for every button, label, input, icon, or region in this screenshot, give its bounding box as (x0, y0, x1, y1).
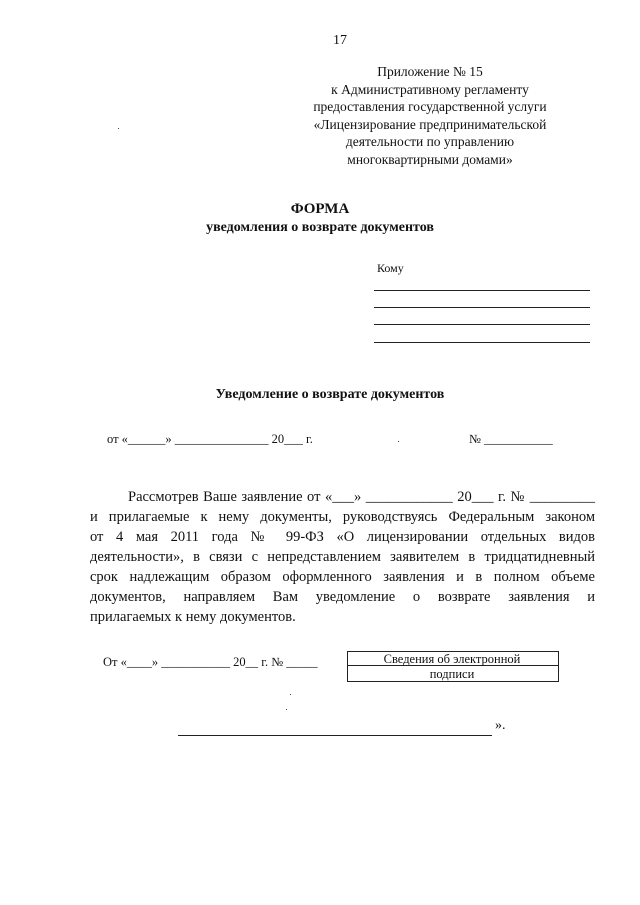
notice-number-line: № ___________ (469, 432, 553, 446)
scan-speck (118, 128, 119, 129)
appendix-line: «Лицензирование предпринимательской (313, 116, 547, 132)
e-signature-label-2: подписи (429, 667, 475, 681)
body-line: от 4 мая 2011 года № 99-ФЗ «О лицензировании отдельных видов (90, 529, 595, 545)
appendix-line: предоставления государственной услуги (313, 99, 547, 114)
notice-body (90, 487, 595, 627)
scan-speck (286, 709, 287, 710)
body-line: и прилагаемые к нему документы, руководствуясь Федеральным законом (90, 509, 595, 525)
notice-date-line: от «______» _______________ 20___ г. (107, 432, 313, 446)
appendix-line: к Административному регламенту (331, 81, 529, 97)
scan-speck (290, 694, 291, 695)
appendix-line: Приложение № 15 (377, 64, 483, 79)
appendix-header (295, 63, 565, 168)
e-signature-label: Сведения об электронной (383, 652, 521, 666)
body-line: срок надлежащим образом оформленного заявления и в полном объеме (90, 569, 595, 585)
notice-heading: Уведомление о возврате документов (215, 387, 445, 402)
form-title: ФОРМА (290, 201, 350, 217)
form-subtitle: уведомления о возврате документов (206, 220, 434, 235)
closing-line (178, 735, 492, 736)
scan-speck (398, 441, 399, 442)
recipient-line (374, 290, 590, 291)
recipient-line (374, 324, 590, 325)
recipient-label: Кому (377, 261, 404, 275)
page-number: 17 (333, 33, 347, 48)
recipient-line (374, 342, 590, 343)
signature-date-line: От «____» ___________ 20__ г. № _____ (103, 655, 318, 669)
body-line: деятельности», в связи с непредставлением заявителем в тридцатидневный (90, 549, 595, 565)
appendix-line: деятельности по управлению (345, 134, 515, 149)
body-line: Рассмотрев Ваше заявление от «___» ____________ 20___ г. № _________ (128, 489, 595, 505)
body-line: документов, направляем Вам уведомление о возврате заявления и (90, 589, 595, 605)
body-line: прилагаемых к нему документов. (90, 609, 296, 625)
appendix-line: многоквартирными домами» (347, 151, 513, 167)
closing-quote: ». (495, 718, 506, 733)
recipient-line (374, 307, 590, 308)
